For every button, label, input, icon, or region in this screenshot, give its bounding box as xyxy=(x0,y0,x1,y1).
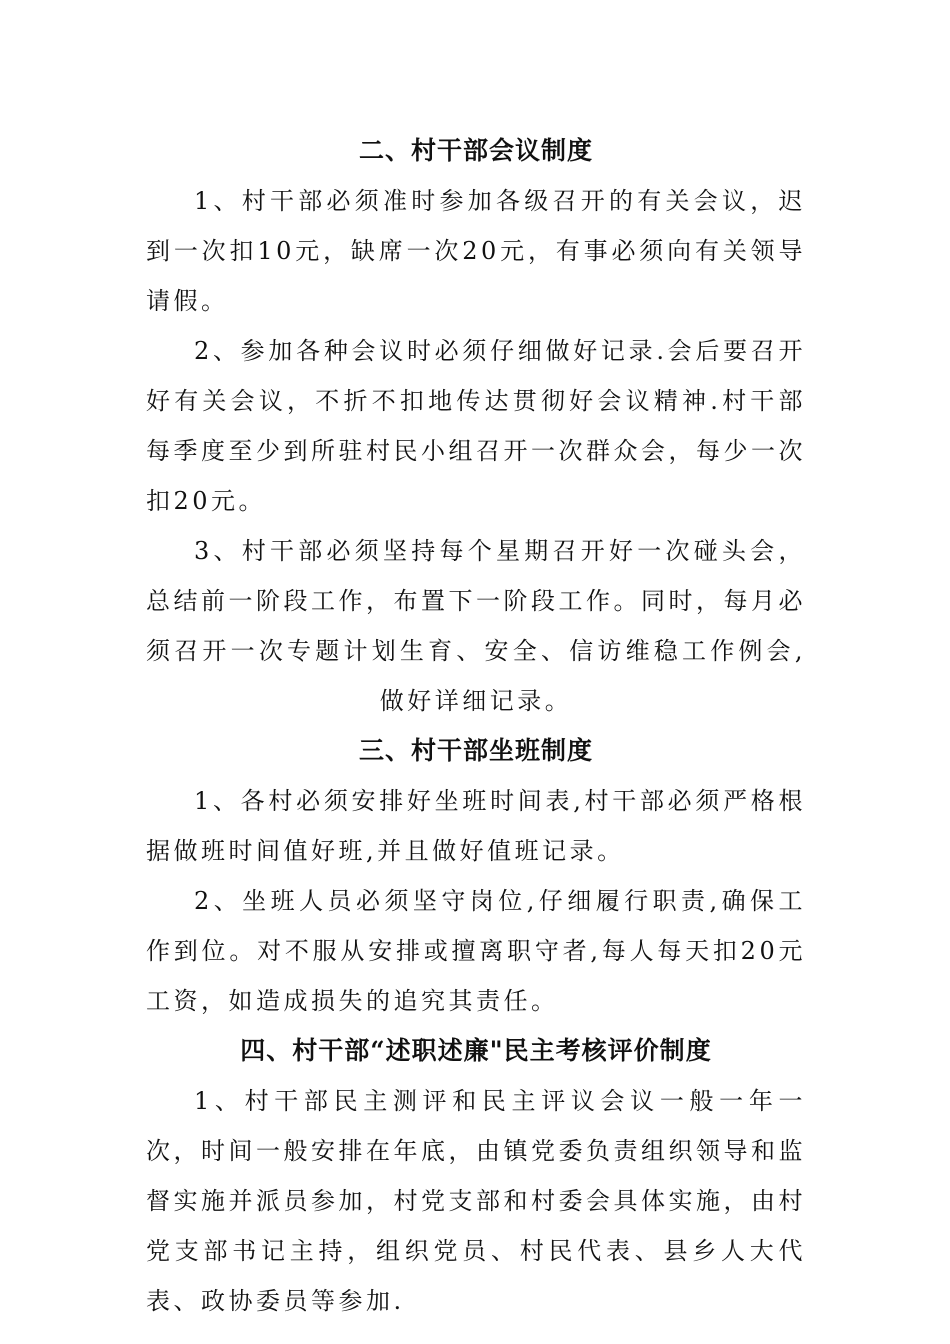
section-heading: 二、村干部会议制度 xyxy=(358,136,593,165)
paragraph: 1、村干部民主测评和民主评议会议一般一年一次，时间一般安排在年底，由镇党委负责组织领导和监督实施并派员参加，村党支部和村委会具体实施，由村党支部书记主持，组织党员、村民代表、县乡人大代表、政协委员等参加. xyxy=(146,1087,806,1315)
document-body xyxy=(146,126,806,1326)
paragraph: 1、村干部必须准时参加各级召开的有关会议，迟到一次扣10元，缺席一次20元，有事必须向有关领导请假。 xyxy=(146,187,806,315)
section-meeting-system xyxy=(146,126,806,726)
paragraph: 1、各村必须安排好坐班时间表,村干部必须严格根据做班时间值好班,并且做好值班记录。 xyxy=(146,787,806,865)
paragraph: 3、村干部必须坚持每个星期召开好一次碰头会，总结前一阶段工作，布置下一阶段工作。同时，每月必须召开一次专题计划生育、安全、信访维稳工作例会,做好详细记录。 xyxy=(146,537,806,715)
paragraph: 2、坐班人员必须坚守岗位,仔细履行职责,确保工作到位。对不服从安排或擅离职守者,每人每天扣20元工资，如造成损失的追究其责任。 xyxy=(146,887,806,1015)
paragraph: 2、参加各种会议时必须仔细做好记录.会后要召开好有关会议，不折不扣地传达贯彻好会议精神.村干部每季度至少到所驻村民小组召开一次群众会，每少一次扣20元。 xyxy=(146,337,806,515)
section-heading: 四、村干部“述职述廉"民主考核评价制度 xyxy=(240,1036,712,1065)
section-heading: 三、村干部坐班制度 xyxy=(358,736,593,765)
section-duty-system xyxy=(146,726,806,1026)
section-evaluation-system xyxy=(146,1026,806,1326)
